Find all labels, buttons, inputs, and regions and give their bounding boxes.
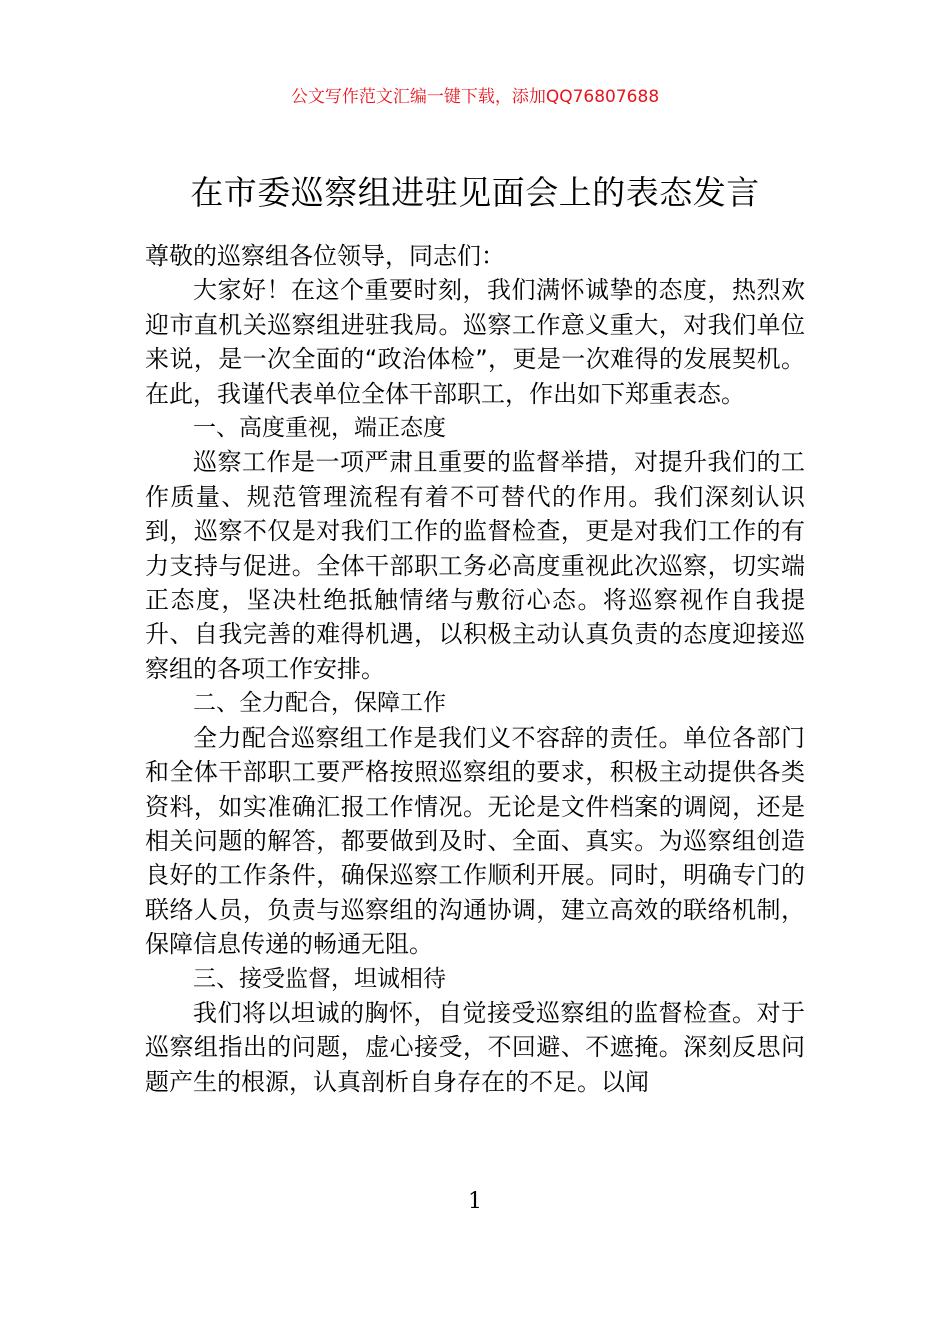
document-body [145, 239, 805, 1099]
section-paragraph-1: 巡察工作是一项严肃且重要的监督举措，对提升我们的工作质量、规范管理流程有着不可替代的作用。我们深刻认识到，巡察不仅是对我们工作的监督检查，更是对我们工作的有力支持与促进。全体干部职工务必高度重视此次巡察，切实端正态度，坚决杜绝抵触情绪与敷衍心态。将巡察视作自我提升、自我完善的难得机遇，以积极主动认真负责的态度迎接巡察组的各项工作安排。 [145, 448, 805, 683]
section-paragraph-3: 我们将以坦诚的胸怀，自觉接受巡察组的监督检查。对于巡察组指出的问题，虚心接受，不回避、不遮掩。深刻反思问题产生的根源，认真剖析自身存在的不足。以闻 [145, 998, 805, 1096]
document-title: 在市委巡察组进驻见面会上的表态发言 [190, 173, 760, 212]
section-heading-1: 一、高度重视，端正态度 [193, 415, 446, 442]
header-download-note: 公文写作范文汇编一键下载，添加QQ76807688 [290, 87, 660, 107]
section-heading-2: 二、全力配合，保障工作 [193, 690, 446, 717]
salutation: 尊敬的巡察组各位领导，同志们： [145, 242, 505, 270]
intro-paragraph: 大家好！在这个重要时刻，我们满怀诚挚的态度，热烈欢迎市直机关巡察组进驻我局。巡察工作意义重大，对我们单位来说，是一次全面的“政治体检”，更是一次难得的发展契机。在此，我谨代表单位全体干部职工，作出如下郑重表态。 [145, 276, 805, 408]
section-heading-3: 三、接受监督，坦诚相待 [193, 965, 446, 992]
page-number: 1 [468, 1189, 482, 1214]
section-paragraph-2: 全力配合巡察组工作是我们义不容辞的责任。单位各部门和全体干部职工要严格按照巡察组的要求，积极主动提供各类资料，如实准确汇报工作情况。无论是文件档案的调阅，还是相关问题的解答，都要做到及时、全面、真实。为巡察组创造良好的工作条件，确保巡察工作顺利开展。同时，明确专门的联络人员，负责与巡察组的沟通协调，建立高效的联络机制，保障信息传递的畅通无阻。 [145, 723, 805, 959]
